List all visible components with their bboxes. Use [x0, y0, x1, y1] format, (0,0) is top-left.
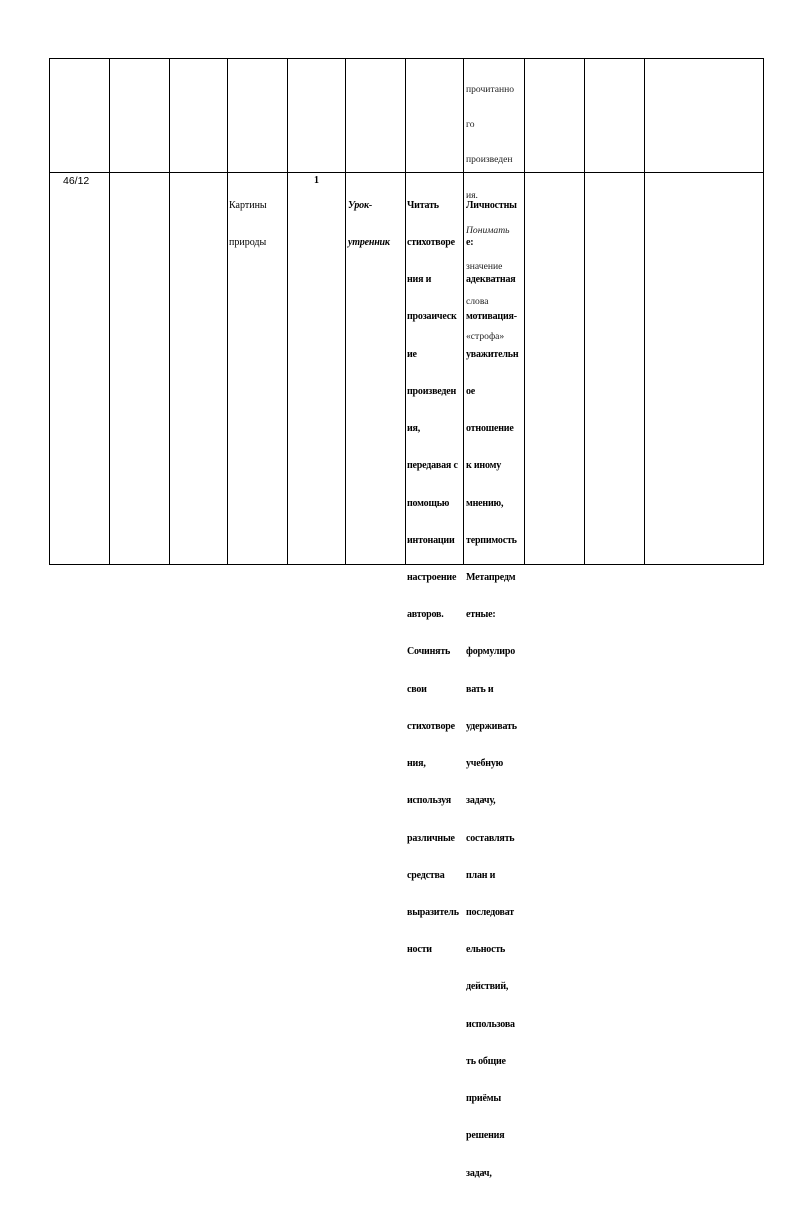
text-line: вать и — [466, 683, 494, 695]
text-line: авторов. — [407, 609, 444, 621]
text-line: ния, — [407, 758, 426, 770]
text-line: Урок- — [348, 199, 372, 211]
col-border — [287, 58, 288, 565]
text-line: слова — [466, 295, 489, 307]
lesson-plan-table — [49, 58, 764, 1179]
text-line: составлять — [466, 832, 515, 844]
col-border — [405, 58, 406, 565]
text-line: Понимать — [466, 225, 510, 237]
col-border — [169, 58, 170, 565]
text-line: помощью — [407, 497, 450, 509]
text-line: ть общие — [466, 1055, 506, 1067]
text-line: приёмы — [466, 1093, 501, 1105]
text-line: адекватная — [466, 274, 516, 286]
text-line: средства — [407, 869, 445, 881]
text-line: го — [466, 118, 475, 130]
text-line: свои — [407, 683, 427, 695]
text-line: решения — [466, 1130, 505, 1142]
row-border — [49, 58, 764, 59]
text-line: ие — [407, 348, 417, 360]
uud-results — [466, 175, 518, 1205]
text-line: уважительн — [466, 348, 519, 360]
col-border — [463, 58, 464, 565]
col-border — [584, 58, 585, 565]
text-line: используя — [407, 795, 451, 807]
text-line: интонации — [407, 534, 455, 546]
text-line: задач, — [466, 1167, 492, 1179]
row-border — [49, 172, 764, 173]
col-border — [109, 58, 110, 565]
text-line: настроение — [407, 572, 457, 583]
text-line: «строфа» — [466, 331, 505, 343]
text-line: отношение — [466, 423, 514, 435]
col-border — [763, 58, 764, 565]
col-border — [644, 58, 645, 565]
text-line: терпимость — [466, 534, 517, 546]
text-line: Метапредм — [466, 572, 516, 583]
text-line: формулиро — [466, 646, 516, 658]
text-line: последоват — [466, 906, 514, 918]
text-line: выразитель — [407, 906, 459, 918]
subject-results — [407, 175, 459, 981]
text-line: произведен — [407, 385, 457, 397]
lesson-hours: 1 — [314, 175, 319, 186]
lesson-number: 46/12 — [63, 175, 90, 187]
text-line: Сочинять — [407, 646, 451, 658]
text-line: ия, — [407, 423, 421, 435]
col-border — [524, 58, 525, 565]
text-line: утренник — [348, 237, 390, 249]
text-line: учебную — [466, 758, 504, 770]
col-border — [49, 58, 50, 565]
text-line: стихотворе — [407, 720, 455, 732]
text-line: Личностны — [466, 199, 517, 211]
text-line: различные — [407, 832, 455, 844]
text-line: ое — [466, 385, 476, 397]
text-line: произведен — [466, 154, 513, 166]
text-line: удерживать — [466, 720, 517, 732]
text-line: мнению, — [466, 497, 504, 509]
text-line: ности — [407, 944, 432, 956]
text-line: природы — [229, 237, 267, 249]
text-line: значение — [466, 260, 503, 272]
col-border — [345, 58, 346, 565]
text-line: Читать — [407, 199, 439, 211]
text-line: план и — [466, 869, 496, 881]
text-line: использова — [466, 1018, 515, 1030]
text-line: прочитанно — [466, 83, 515, 95]
text-line: к иному — [466, 460, 502, 472]
text-line: передавая с — [407, 460, 458, 472]
text-line: ельность — [466, 944, 506, 956]
text-line: прозаическ — [407, 311, 457, 323]
text-line: Картины — [229, 199, 267, 211]
text-line: мотивация- — [466, 311, 517, 323]
text-line: ия. — [466, 189, 478, 201]
text-line: етные: — [466, 609, 496, 621]
col-border — [227, 58, 228, 565]
text-line: ния и — [407, 274, 432, 286]
text-line: стихотворе — [407, 237, 455, 249]
lesson-type — [348, 175, 390, 274]
text-line: е: — [466, 237, 474, 249]
lesson-topic — [229, 175, 267, 274]
text-line: действий, — [466, 981, 509, 993]
text-line: задачу, — [466, 795, 496, 807]
